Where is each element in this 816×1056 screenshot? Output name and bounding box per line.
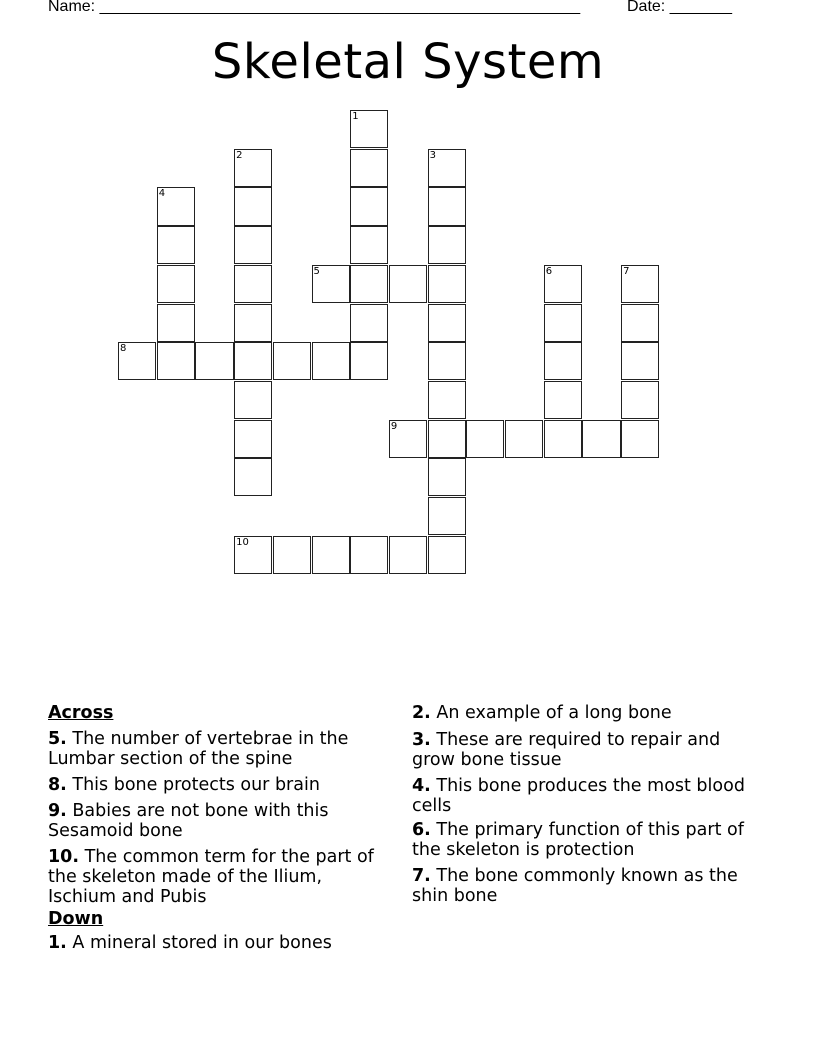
- crossword-cell[interactable]: [350, 536, 388, 574]
- crossword-cell[interactable]: [234, 342, 272, 380]
- clues-left-column: [48, 703, 388, 959]
- crossword-cell[interactable]: [621, 420, 659, 458]
- clue-text: This bone produces the most blood cells: [412, 776, 745, 816]
- clue-text: The common term for the part of the skeleton made of the Ilium, Ischium and Pubis: [48, 847, 374, 907]
- clue-number-label: 6: [545, 265, 553, 277]
- clue-number: 2.: [412, 703, 431, 723]
- clue-number-label: 2: [236, 149, 243, 161]
- clue-number-label: 3: [429, 149, 436, 161]
- crossword-cell[interactable]: [582, 420, 620, 458]
- crossword-cell[interactable]: [234, 187, 272, 225]
- crossword-cell[interactable]: [273, 342, 311, 380]
- clue-down-2: [412, 703, 762, 723]
- crossword-cell[interactable]: [428, 420, 466, 458]
- clue-number-label: 4: [158, 188, 166, 200]
- clue-text: The number of vertebrae in the Lumbar section of the spine: [48, 729, 349, 769]
- crossword-cell[interactable]: [234, 304, 272, 342]
- clue-text: An example of a long bone: [436, 703, 672, 723]
- clue-text: The bone commonly known as the shin bone: [412, 866, 738, 906]
- crossword-cell[interactable]: [157, 226, 195, 264]
- crossword-cell[interactable]: [234, 265, 272, 303]
- crossword-cell[interactable]: [428, 304, 466, 342]
- crossword-cell[interactable]: [428, 536, 466, 574]
- crossword-cell[interactable]: [428, 342, 466, 380]
- crossword-cell[interactable]: [621, 381, 659, 419]
- crossword-cell[interactable]: [428, 187, 466, 225]
- crossword-cell[interactable]: [389, 265, 427, 303]
- clue-number: 4.: [412, 776, 431, 796]
- crossword-cell[interactable]: [544, 304, 582, 342]
- crossword-cell[interactable]: [350, 149, 388, 187]
- clue-down-7: [412, 866, 762, 906]
- clue-number: 3.: [412, 730, 431, 750]
- page-title: Skeletal System: [211, 34, 605, 90]
- crossword-cell[interactable]: [234, 381, 272, 419]
- crossword-cell[interactable]: [428, 226, 466, 264]
- crossword-cell[interactable]: [350, 304, 388, 342]
- date-field-label: Date: _______: [627, 0, 732, 15]
- clue-number-label: 9: [390, 420, 398, 432]
- crossword-cell[interactable]: [350, 265, 388, 303]
- clue-number-label: 1: [352, 111, 359, 122]
- clue-text: A mineral stored in our bones: [72, 933, 332, 953]
- across-heading: Across: [48, 703, 114, 723]
- clue-down-6: [412, 820, 762, 860]
- clue-number: 6.: [412, 820, 431, 840]
- clue-number-label: 5: [313, 265, 320, 277]
- crossword-cell[interactable]: [621, 304, 659, 342]
- crossword-cell[interactable]: [234, 458, 272, 496]
- crossword-cell[interactable]: [544, 381, 582, 419]
- clue-across-9: [48, 801, 388, 841]
- down-heading: Down: [48, 909, 104, 929]
- clue-text: This bone protects our brain: [72, 775, 320, 795]
- crossword-cell[interactable]: [234, 420, 272, 458]
- crossword-cell[interactable]: [157, 342, 195, 380]
- crossword-cell[interactable]: [350, 342, 388, 380]
- clue-number: 5.: [48, 729, 67, 749]
- clue-text: These are required to repair and grow bone tissue: [412, 730, 721, 770]
- clue-number-label: 10: [236, 536, 249, 548]
- crossword-cell[interactable]: [312, 536, 350, 574]
- crossword-cell[interactable]: [157, 265, 195, 303]
- crossword-cell[interactable]: [350, 187, 388, 225]
- clue-across-8: [48, 775, 388, 795]
- clue-number-label: 8: [120, 343, 127, 355]
- clues-right-column: [412, 703, 762, 912]
- crossword-cell[interactable]: [428, 265, 466, 303]
- clue-number: 8.: [48, 775, 67, 795]
- crossword-cell[interactable]: [544, 342, 582, 380]
- crossword-cell[interactable]: [428, 497, 466, 535]
- clue-number-label: 7: [623, 265, 630, 277]
- clue-number: 7.: [412, 866, 431, 886]
- clue-down-4: [412, 776, 762, 816]
- clue-across-10: [48, 847, 388, 907]
- crossword-cell[interactable]: [389, 536, 427, 574]
- crossword-cell[interactable]: [273, 536, 311, 574]
- name-field-label: Name: ______________________________________________________: [48, 0, 581, 15]
- clue-down-3: [412, 730, 762, 770]
- crossword-cell[interactable]: [350, 226, 388, 264]
- clue-number: 10.: [48, 847, 80, 867]
- crossword-cell[interactable]: [428, 458, 466, 496]
- crossword-cell[interactable]: [428, 381, 466, 419]
- clue-number: 1.: [48, 933, 67, 953]
- crossword-cell[interactable]: [312, 342, 350, 380]
- crossword-cell[interactable]: [466, 420, 504, 458]
- clue-across-5: [48, 729, 388, 769]
- crossword-cell[interactable]: [234, 226, 272, 264]
- clue-down-1: [48, 933, 388, 953]
- crossword-cell[interactable]: [195, 342, 233, 380]
- clue-number: 9.: [48, 801, 67, 821]
- crossword-cell[interactable]: [505, 420, 543, 458]
- crossword-cell[interactable]: [157, 304, 195, 342]
- clue-text: Babies are not bone with this Sesamoid bone: [48, 801, 329, 841]
- crossword-cell[interactable]: [544, 420, 582, 458]
- clue-text: The primary function of this part of the skeleton is protection: [412, 820, 744, 860]
- crossword-cell[interactable]: [621, 342, 659, 380]
